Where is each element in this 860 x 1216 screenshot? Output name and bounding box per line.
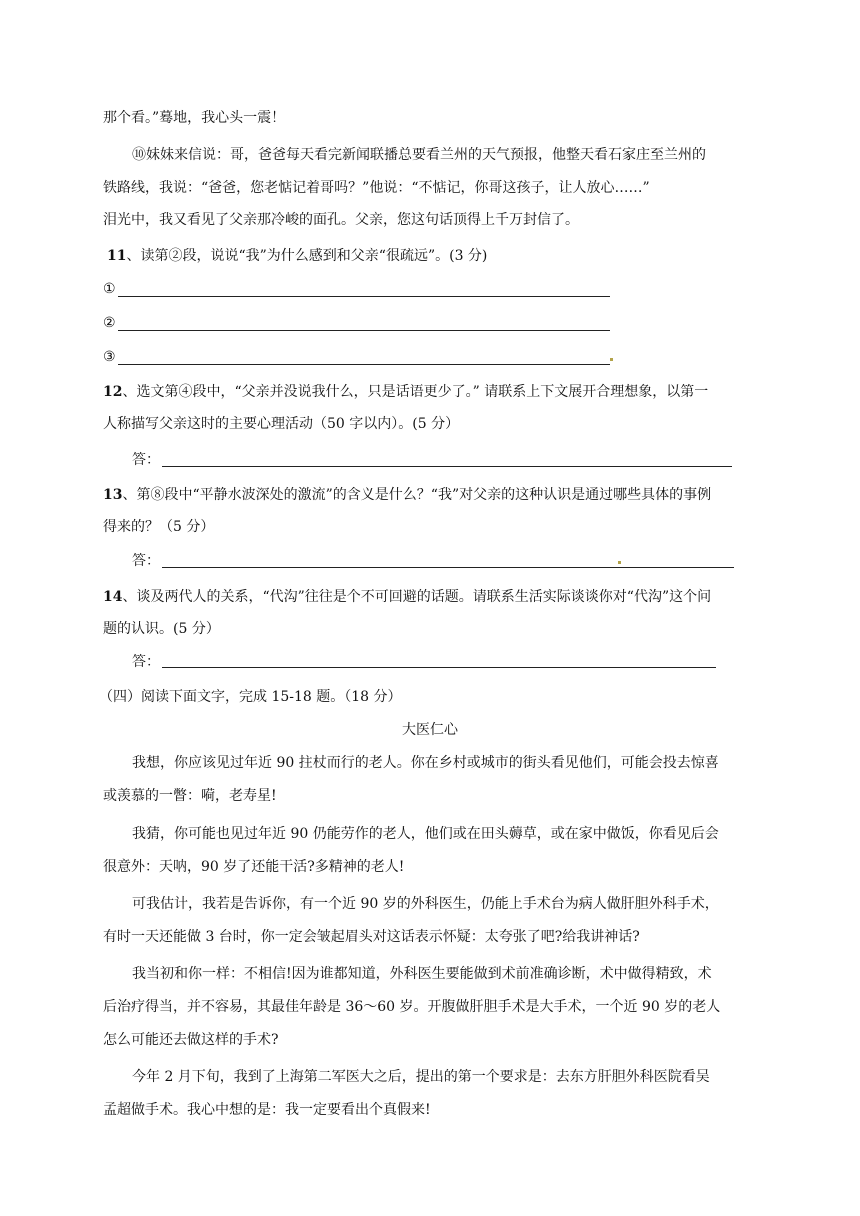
answer-line[interactable] bbox=[118, 330, 610, 331]
question-text: 、选文第④段中，“父亲并没说我什么，只是话语更少了。” 请联系上下文展开合理想象，以第一 bbox=[122, 384, 709, 400]
answer-line[interactable] bbox=[162, 567, 734, 568]
blank-marker: ① bbox=[103, 281, 116, 297]
article-title: 大医仁心 bbox=[402, 722, 458, 738]
article-line: 怎么可能还去做这样的手术? bbox=[103, 1032, 279, 1048]
answer-line[interactable] bbox=[118, 364, 610, 365]
answer-label: 答： bbox=[132, 452, 160, 468]
question-number: 14 bbox=[103, 589, 123, 605]
passage-line: 泪光中，我又看见了父亲那冷峻的面孔。父亲，您这句话顶得上千万封信了。 bbox=[103, 212, 579, 228]
question-text: 题的认识。(5 分） bbox=[103, 621, 220, 637]
question-text: 得来的？（5 分） bbox=[103, 519, 215, 535]
question-text: 、读第②段，说说“我”为什么感到和父亲“很疏远”。(3 分) bbox=[126, 248, 488, 264]
article-line: 或羡慕的一瞥：嗬，老寿星! bbox=[103, 788, 277, 804]
article-line: 后治疗得当，并不容易，其最佳年龄是 36～60 岁。开腹做肝胆手术是大手术，一个近 90 岁的老人 bbox=[103, 999, 721, 1015]
passage-line: 铁路线，我说：“爸爸，您老惦记着哥吗？”他说：“不惦记，你哥这孩子，让人放心……” bbox=[103, 180, 650, 196]
stray-mark bbox=[610, 358, 613, 361]
answer-line[interactable] bbox=[162, 667, 716, 668]
article-line: 今年 2 月下旬，我到了上海第二军医大之后，提出的第一个要求是：去东方肝胆外科医院看吴 bbox=[132, 1069, 710, 1085]
article-line: 有时一天还能做 3 台时，你一定会皱起眉头对这话表示怀疑：太夸张了吧?给我讲神话? bbox=[103, 929, 640, 945]
answer-label: 答： bbox=[132, 553, 160, 569]
article-line: 我当初和你一样：不相信!因为谁都知道，外科医生要能做到术前准确诊断，术中做得精致，术 bbox=[132, 966, 712, 982]
passage-paragraph-10: ⑩妹妹来信说：哥，爸爸每天看完新闻联播总要看兰州的天气预报，他整天看石家庄至兰州的 bbox=[132, 147, 706, 163]
article-line: 我猜，你可能也见过年近 90 仍能劳作的老人，他们或在田头薅草，或在家中做饭，你看见后会 bbox=[132, 826, 719, 842]
passage-line: 那个看。”蓦地，我心头一震！ bbox=[103, 110, 286, 126]
article-line: 很意外：天呐，90 岁了还能干活?多精神的老人! bbox=[103, 859, 405, 875]
article-line: 可我估计，我若是告诉你，有一个近 90 岁的外科医生，仍能上手术台为病人做肝胆外科手术， bbox=[132, 896, 719, 912]
answer-line[interactable] bbox=[162, 466, 732, 467]
blank-marker: ② bbox=[103, 315, 116, 331]
question-12 bbox=[103, 382, 708, 402]
article-line: 孟超做手术。我心中想的是：我一定要看出个真假来! bbox=[103, 1102, 431, 1118]
answer-label: 答： bbox=[132, 654, 160, 670]
section-heading: （四）阅读下面文字，完成 15-18 题。（18 分） bbox=[99, 689, 402, 705]
question-number: 12 bbox=[103, 384, 123, 400]
question-13 bbox=[103, 485, 711, 505]
blank-marker: ③ bbox=[103, 349, 116, 365]
question-text: 、第⑧段中“平静水波深处的激流”的含义是什么？“我”对父亲的这种认识是通过哪些具体的事例 bbox=[122, 487, 712, 503]
stray-mark bbox=[618, 561, 621, 564]
question-14 bbox=[103, 587, 711, 607]
question-11 bbox=[107, 246, 487, 266]
question-text: 人称描写父亲这时的主要心理活动（50 字以内）。(5 分） bbox=[103, 416, 460, 432]
question-number: 13 bbox=[103, 487, 123, 503]
question-number: 11 bbox=[107, 248, 127, 264]
answer-line[interactable] bbox=[118, 296, 610, 297]
question-text: 、谈及两代人的关系，“代沟”往往是个不可回避的话题。请联系生活实际谈谈你对“代沟”这个问 bbox=[122, 589, 712, 605]
article-line: 我想，你应该见过年近 90 拄杖而行的老人。你在乡村或城市的街头看见他们，可能会投去惊喜 bbox=[132, 755, 719, 771]
